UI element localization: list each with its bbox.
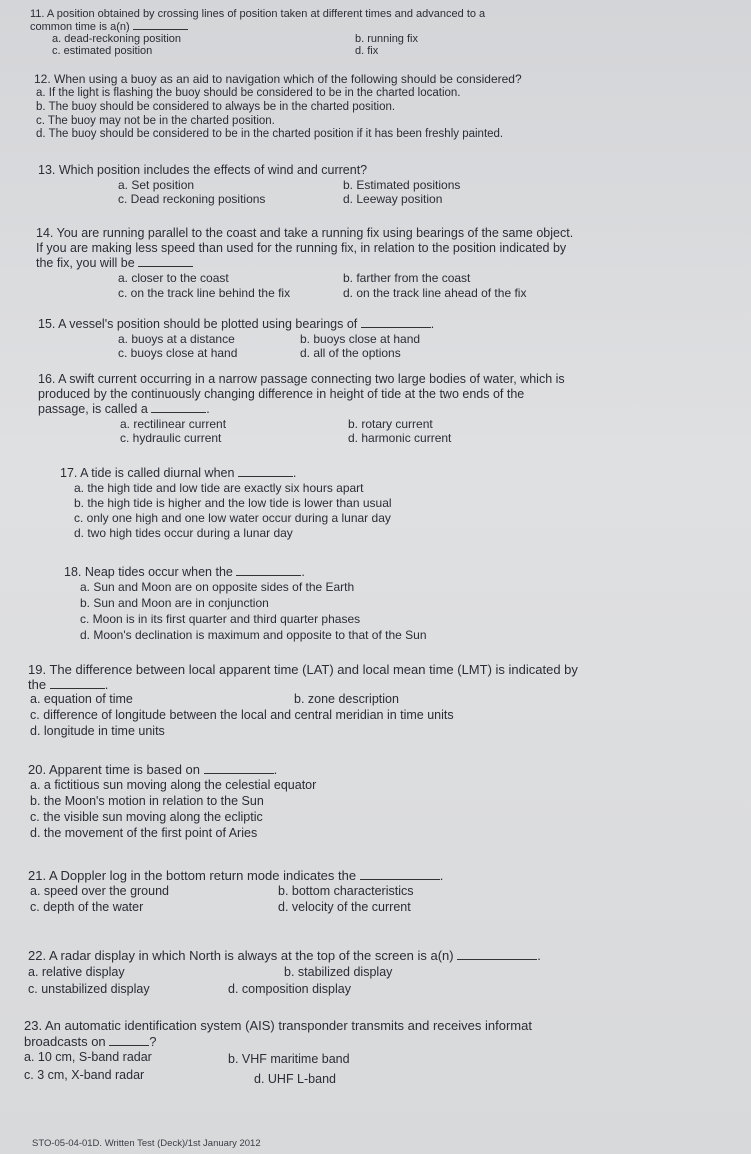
q14-text-line-3: the fix, you will be — [36, 256, 193, 271]
q14-option-c: c. on the track line behind the fix — [118, 286, 291, 300]
q23-option-d: d. UHF L-band — [254, 1072, 336, 1086]
q18-option-d: d. Moon's declination is maximum and opposite to that of the Sun — [80, 628, 427, 642]
q15-option-a: a. buoys at a distance — [118, 332, 235, 346]
q18-option-c: c. Moon is in its first quarter and third quarter phases — [80, 612, 361, 626]
q12-option-d: d. The buoy should be considered to be in the charted position if it has been freshly painted. — [36, 128, 504, 140]
q21-text: 21. A Doppler log in the bottom return mode indicates the . — [28, 868, 444, 883]
q19-option-d: d. longitude in time units — [30, 724, 165, 738]
q22-text: 22. A radar display in which North is always at the top of the screen is a(n) . — [28, 948, 541, 963]
q23-option-b: b. VHF maritime band — [228, 1052, 350, 1066]
q19-option-a: a. equation of time — [30, 692, 133, 706]
q20-option-a: a. a fictitious sun moving along the celestial equator — [30, 778, 317, 792]
q14-option-a: a. closer to the coast — [118, 271, 229, 285]
answer-blank — [360, 869, 440, 880]
q16-text-line-3: passage, is called a . — [38, 402, 210, 416]
q19-text-line-1: 19. The difference between local apparent time (LAT) and local mean time (LMT) is indicated by — [28, 662, 578, 677]
document-footer: STO-05-04-01D. Written Test (Deck)/1st January 2012 — [32, 1138, 261, 1149]
q17-option-d: d. two high tides occur during a lunar day — [74, 526, 293, 540]
q17-option-b: b. the high tide is higher and the low tide is lower than usual — [74, 496, 392, 510]
q13-option-c: c. Dead reckoning positions — [118, 192, 266, 206]
q16-option-c: c. hydraulic current — [120, 431, 222, 445]
q22-option-c: c. unstabilized display — [28, 982, 150, 996]
q11-option-b: b. running fix — [355, 33, 418, 45]
q13-option-a: a. Set position — [118, 178, 195, 192]
q13-option-b: b. Estimated positions — [343, 178, 461, 192]
q22-option-b: b. stabilized display — [284, 965, 393, 979]
q22-option-a: a. relative display — [28, 965, 125, 979]
q21-option-b: b. bottom characteristics — [278, 884, 414, 898]
q15-option-c: c. buoys close at hand — [118, 346, 238, 360]
q23-text-line-1: 23. An automatic identification system (AIS) transponder transmits and receives informat — [24, 1018, 532, 1033]
q14-text-line-1: 14. You are running parallel to the coast and take a running fix using bearings of the same object. — [36, 226, 574, 240]
answer-blank — [138, 256, 193, 267]
q16-option-a: a. rectilinear current — [120, 417, 227, 431]
answer-blank — [204, 763, 274, 774]
answer-blank — [238, 466, 293, 477]
q18-option-a: a. Sun and Moon are on opposite sides of the Earth — [80, 580, 355, 594]
q11-option-a: a. dead-reckoning position — [52, 33, 182, 45]
answer-blank — [133, 19, 188, 30]
q12-text: 12. When using a buoy as an aid to navigation which of the following should be considered? — [34, 72, 522, 86]
q14-option-d: d. on the track line ahead of the fix — [343, 286, 527, 300]
answer-blank — [361, 317, 431, 328]
q21-option-c: c. depth of the water — [30, 900, 144, 914]
q12-option-c: c. The buoy may not be in the charted position. — [36, 115, 275, 127]
q16-text-line-2: produced by the continuously changing difference in height of tide at the two ends of the — [38, 387, 525, 401]
q16-option-b: b. rotary current — [348, 417, 433, 431]
q11-text-line-1: 11. A position obtained by crossing lines of position taken at different times and advanced to a — [30, 8, 486, 20]
q15-text: 15. A vessel's position should be plotted using bearings of . — [38, 317, 435, 331]
answer-blank — [50, 678, 105, 689]
q22-option-d: d. composition display — [228, 982, 351, 996]
q19-option-c: c. difference of longitude between the local and central meridian in time units — [30, 708, 454, 722]
q23-option-a: a. 10 cm, S-band radar — [24, 1050, 152, 1064]
answer-blank — [109, 1035, 149, 1046]
answer-blank — [236, 565, 301, 576]
q13-option-d: d. Leeway position — [343, 192, 443, 206]
q23-text-line-2: broadcasts on ? — [24, 1034, 157, 1049]
q11-text-line-2: common time is a(n) — [30, 19, 188, 35]
q17-option-c: c. only one high and one low water occur during a lunar day — [74, 511, 391, 525]
q15-option-d: d. all of the options — [300, 346, 401, 360]
answer-blank — [457, 949, 537, 960]
q19-option-b: b. zone description — [294, 692, 399, 706]
q21-option-d: d. velocity of the current — [278, 900, 411, 914]
q18-option-b: b. Sun and Moon are in conjunction — [80, 596, 269, 610]
q18-text: 18. Neap tides occur when the . — [64, 565, 305, 579]
q20-option-b: b. the Moon's motion in relation to the Sun — [30, 794, 264, 808]
q13-text: 13. Which position includes the effects of wind and current? — [38, 163, 368, 177]
q17-text: 17. A tide is called diurnal when . — [60, 466, 297, 480]
q20-option-c: c. the visible sun moving along the ecliptic — [30, 810, 263, 824]
q12-option-a: a. If the light is flashing the buoy should be considered to be in the charted location. — [36, 87, 461, 99]
q16-text-line-1: 16. A swift current occurring in a narrow passage connecting two large bodies of water, which is — [38, 372, 565, 386]
q14-option-b: b. farther from the coast — [343, 271, 471, 285]
q12-option-b: b. The buoy should be considered to always be in the charted position. — [36, 101, 396, 113]
q19-text-line-2: the . — [28, 677, 109, 692]
q21-option-a: a. speed over the ground — [30, 884, 169, 898]
q20-text: 20. Apparent time is based on . — [28, 762, 278, 777]
q14-text-line-2: If you are making less speed than used for the running fix, in relation to the position indicated by — [36, 241, 567, 255]
q17-option-a: a. the high tide and low tide are exactly six hours apart — [74, 481, 364, 495]
q15-option-b: b. buoys close at hand — [300, 332, 421, 346]
q11-option-d: d. fix — [355, 45, 379, 57]
q16-option-d: d. harmonic current — [348, 431, 452, 445]
q23-option-c: c. 3 cm, X-band radar — [24, 1068, 145, 1082]
answer-blank — [151, 402, 206, 413]
q11-option-c: c. estimated position — [52, 45, 153, 57]
q20-option-d: d. the movement of the first point of Aries — [30, 826, 258, 840]
